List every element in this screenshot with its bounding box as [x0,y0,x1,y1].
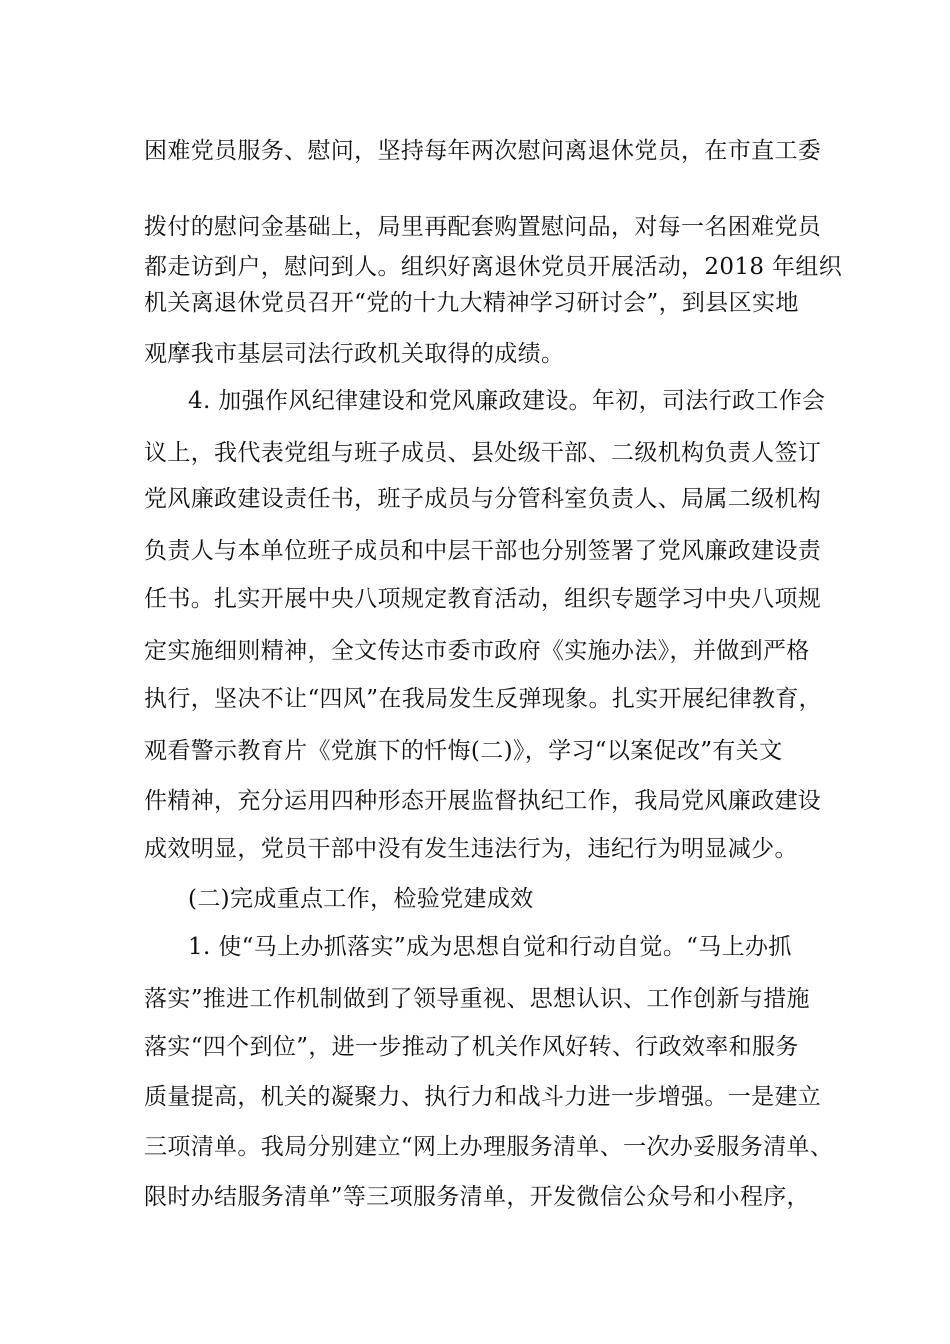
paragraph-heading: 4. 加强作风纪律建设和党风廉政建设。年初，司法行政工作会 [188,388,826,414]
text-line: 落实“四个到位”，进一步推动了机关作风好转、行政效率和服务 [144,1034,799,1060]
text-line: 观摩我市基层司法行政机关取得的成绩。 [144,341,565,367]
text-line: 件精神，充分运用四种形态开展监督执纪工作，我局党风廉政建设 [144,788,822,814]
text-line: 都走访到户，慰问到人。组织好离退休党员开展活动，2018 年组织 [144,254,843,280]
text-line: 机关离退休党员召开“党的十九大精神学习研讨会”，到县区实地 [144,290,799,316]
text-line: 质量提高，机关的凝聚力、执行力和战斗力进一步增强。一是建立 [144,1084,822,1110]
text-line: 党风廉政建设责任书，班子成员与分管科室负责人、局属二级机构 [144,486,822,512]
text-line: 定实施细则精神，全文传达市委市政府《实施办法》，并做到严格 [144,638,810,664]
text-line: 拨付的慰问金基础上，局里再配套购置慰问品，对每一名困难党员 [144,214,822,240]
text-line: 执行，坚决不让“四风”在我局发生反弹现象。扎实开展纪律教育， [144,686,823,712]
text-line: 落实”推进工作机制做到了领导重视、思想认识、工作创新与措施 [144,986,810,1012]
text-line: 成效明显，党员干部中没有发生违法行为，违纪行为明显减少。 [144,836,798,862]
text-line: 观看警示教育片《党旗下的忏悔(二)》，学习“以案促改”有关文 [144,738,783,764]
text-line: 困难党员服务、慰问，坚持每年两次慰问离退休党员，在市直工委 [144,138,822,164]
section-heading: (二)完成重点工作，检验党建成效 [188,886,534,912]
text-line: 任书。扎实开展中央八项规定教育活动，组织专题学习中央八项规 [144,586,822,612]
paragraph-heading: 1. 使“马上办抓落实”成为思想自觉和行动自觉。“马上办抓 [188,934,792,960]
text-line: 三项清单。我局分别建立“网上办理服务清单、一次办妥服务清单、 [144,1134,834,1160]
text-line: 负责人与本单位班子成员和中层干部也分别签署了党风廉政建设责 [144,538,822,564]
text-line: 议上，我代表党组与班子成员、县处级干部、二级机构负责人签订 [144,440,822,466]
text-line: 限时办结服务清单”等三项服务清单，开发微信公众号和小程序， [144,1184,810,1210]
